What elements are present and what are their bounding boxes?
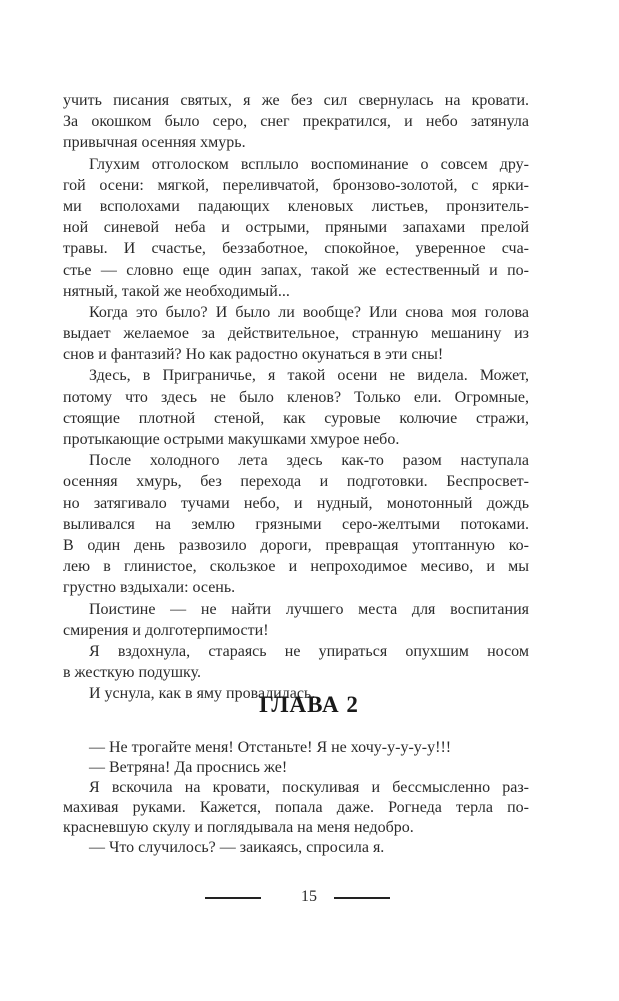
text-line: лею в глинистое, скользкое и непроходимое месиво, и мы xyxy=(63,558,529,576)
text-line: выдает желаемое за действительное, странную мешанину из xyxy=(63,325,529,343)
page-number: 15 xyxy=(301,888,317,905)
text-line: Здесь, в Приграничье, я такой осени не видела. Может, xyxy=(89,367,529,385)
body-text-chapter-2 xyxy=(63,738,529,863)
text-line: — Что случилось? — заикаясь, спросила я. xyxy=(89,839,385,856)
text-line: ной синевой неба и острыми, пряными запахами прелой xyxy=(63,219,529,237)
text-line: учить писания святых, я же без сил свернулась на кровати. xyxy=(63,92,529,109)
text-line: травы. И счастье, беззаботное, спокойное, уверенное сча- xyxy=(63,240,529,258)
text-line: смирения и долготерпимости! xyxy=(63,621,269,639)
text-line: в жесткую подушку. xyxy=(63,664,201,682)
text-line: стоящие плотной стеной, как суровые колючие стражи, xyxy=(63,409,529,427)
text-line: Я вскочила на кровати, поскуливая и бессмысленно раз- xyxy=(89,779,529,796)
body-text-before-chapter xyxy=(63,90,529,703)
text-line: потому что здесь не было кленов? Только ели. Огромные, xyxy=(63,388,529,406)
text-line: протыкающие острыми макушками хмурое небо. xyxy=(63,431,400,448)
text-line: После холодного лета здесь как-то разом наступала xyxy=(89,452,529,470)
text-line: снов и фантазий? Но как радостно окунаться в эти сны! xyxy=(63,346,444,364)
text-line: но затягивало тучами небо, и нудный, монотонный дождь xyxy=(63,494,529,512)
text-line: В один день развозило дороги, превращая утоптанную ко- xyxy=(63,536,529,554)
text-line: махивая руками. Кажется, попала даже. Рогнеда терла по- xyxy=(63,799,529,816)
text-line: ми всполохами падающих кленовых листьев, пронзитель- xyxy=(63,197,529,215)
text-line: Я вздохнула, стараясь не упираться опухшим носом xyxy=(89,642,529,660)
text-line: — Не трогайте меня! Отстаньте! Я не хочу-у-у-у-у!!! xyxy=(89,739,452,756)
text-line: — Ветряна! Да проснись же! xyxy=(89,759,288,776)
text-line: За окошком было серо, снег прекратился, и небо затянула xyxy=(63,113,529,131)
text-line: Глухим отголоском всплыло воспоминание о совсем дру- xyxy=(89,155,529,173)
folio-rule-left xyxy=(205,897,261,899)
text-line: стье — словно еще один запах, такой же естественный и по- xyxy=(63,261,529,279)
text-line: гой осени: мягкой, переливчатой, бронзово-золотой, с ярки- xyxy=(63,176,529,194)
text-line: выливался на землю грязными серо-желтыми потоками. xyxy=(63,515,529,533)
folio-rule-right xyxy=(334,897,390,899)
text-line: Когда это было? И было ли вообще? Или снова моя голова xyxy=(89,303,529,321)
text-line: И уснула, как в яму провалилась. xyxy=(89,685,316,703)
text-line: нятный, такой же необходимый... xyxy=(63,282,290,300)
chapter-title: ГЛАВА 2 xyxy=(259,692,359,717)
text-line: красневшую скулу и поглядывала на меня недобро. xyxy=(63,819,414,836)
text-line: привычная осенняя хмурь. xyxy=(63,134,246,152)
text-line: осенняя хмурь, без перехода и подготовки. Беспросвет- xyxy=(63,473,529,491)
text-line: грустно вздыхали: осень. xyxy=(63,579,236,597)
text-line: Поистине — не найти лучшего места для воспитания xyxy=(89,600,529,618)
